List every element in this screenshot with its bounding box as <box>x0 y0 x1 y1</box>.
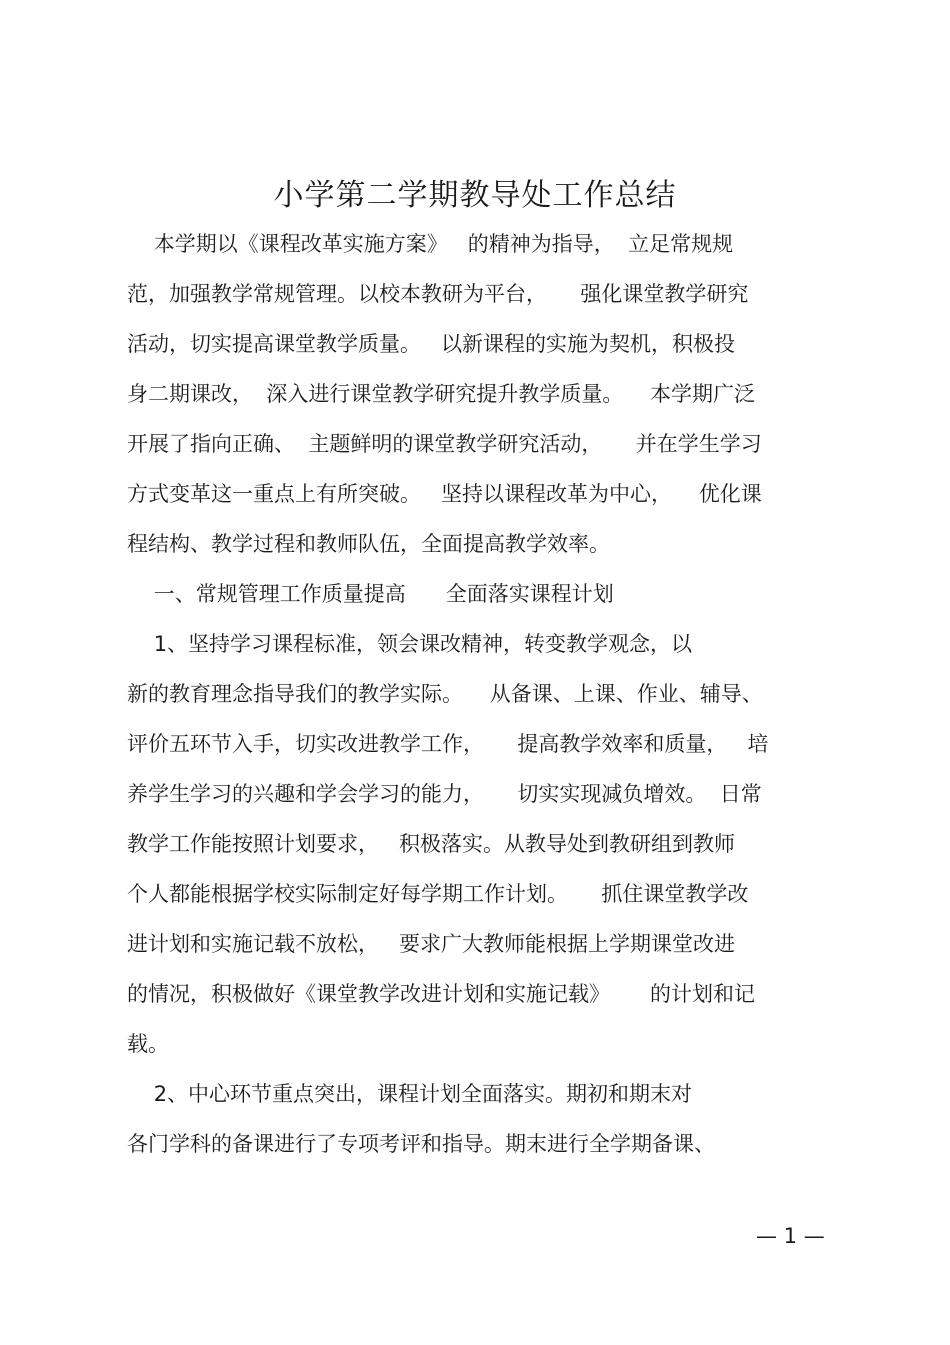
document-title: 小学第二学期教导处工作总结 <box>273 178 677 213</box>
page-number: — 1 — <box>756 1224 825 1248</box>
section-heading: 一、常规管理工作质量提高 全面落实课程计划 <box>127 582 614 606</box>
body-line: 开展了指向正确、 主题鲜明的课堂教学研究活动， 并在学生学习 <box>127 432 762 456</box>
body-line: 活动，切实提高课堂教学质量。 以新课程的实施为契机，积极投 <box>127 332 736 356</box>
body-line: 评价五环节入手，切实改进教学工作， 提高教学效率和质量， 培 <box>127 732 769 756</box>
body-line: 身二期课改， 深入进行课堂教学研究提升教学质量。 本学期广泛 <box>127 382 756 406</box>
body-line: 各门学科的备课进行了专项考评和指导。期末进行全学期备课、 <box>127 1132 715 1156</box>
body-line: 进计划和实施记载不放松， 要求广大教师能根据上学期课堂改进 <box>127 932 736 956</box>
body-line: 程结构、教学过程和教师队伍，全面提高教学效率。 <box>127 532 610 556</box>
body-line: 新的教育理念指导我们的教学实际。 从备课、上课、作业、辅导、 <box>127 682 763 706</box>
body-line: 个人都能根据学校实际制定好每学期工作计划。 抓住课堂教学改 <box>127 882 749 906</box>
body-line: 载。 <box>127 1032 169 1056</box>
body-line: 1、坚持学习课程标准，领会课改精神，转变教学观念，以 <box>127 632 693 656</box>
body-line: 的情况，积极做好《课堂教学改进计划和实施记载》 的计划和记 <box>127 982 756 1006</box>
body-line: 方式变革这一重点上有所突破。 坚持以课程改革为中心， 优化课 <box>127 482 762 506</box>
body-line: 教学工作能按照计划要求， 积极落实。从教导处到教研组到教师 <box>127 832 736 856</box>
body-line: 2、中心环节重点突出，课程计划全面落实。期初和期末对 <box>127 1082 693 1106</box>
body-line: 范，加强教学常规管理。以校本教研为平台， 强化课堂教学研究 <box>127 282 749 306</box>
body-line: 养学生学习的兴趣和学会学习的能力， 切实实现减负增效。 日常 <box>127 782 762 806</box>
body-line: 本学期以《课程改革实施方案》 的精神为指导， 立足常规规 <box>127 232 734 256</box>
